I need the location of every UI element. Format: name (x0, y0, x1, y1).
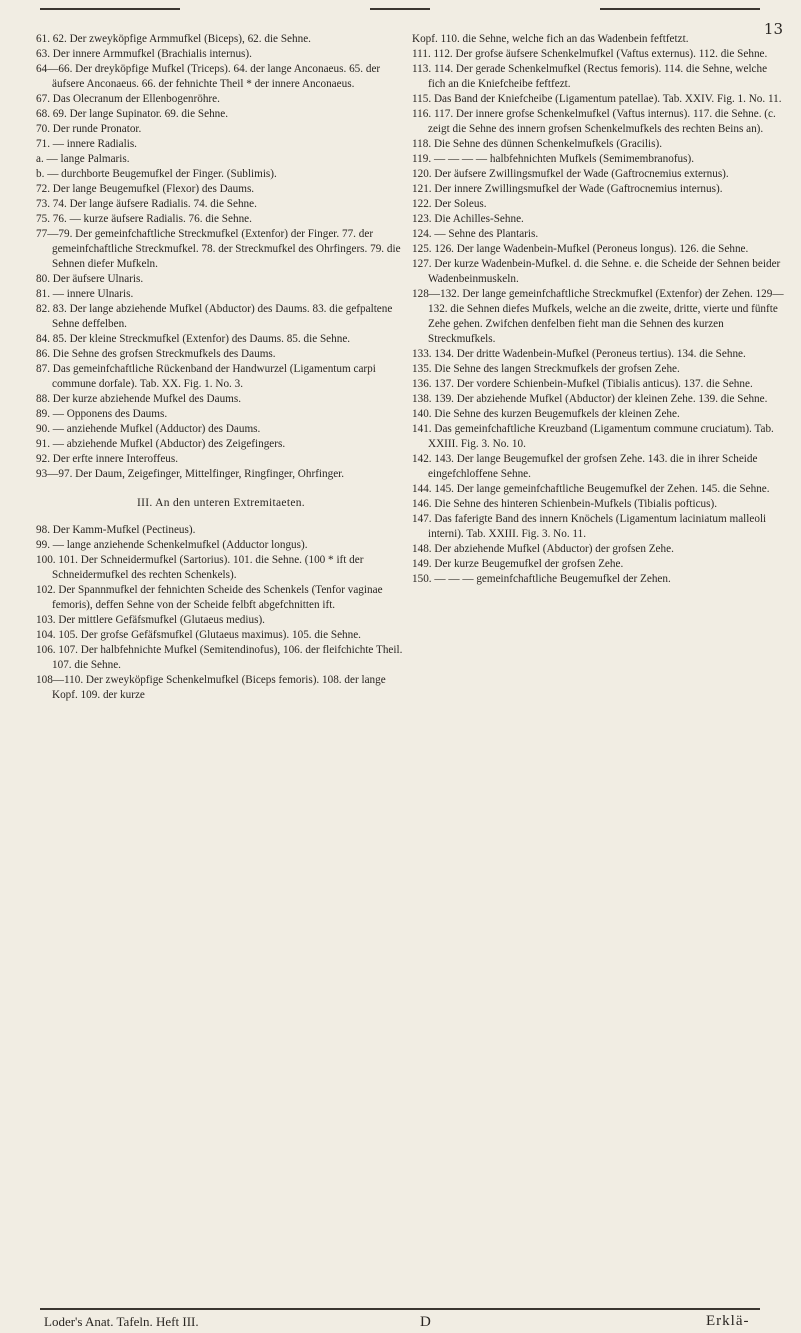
entry: 100. 101. Der Schneidermufkel (Sartorius). 101. die Sehne. (100 * ift der Schneidermufkel des rechten Schenkels). (36, 554, 364, 581)
left-column (36, 32, 406, 703)
entry: 68. 69. Der lange Supinator. 69. die Sehne. (36, 108, 229, 120)
entry: 90. — anziehende Mufkel (Adductor) des Daums. (36, 423, 261, 435)
entry: 108—110. Der zweyköpfige Schenkelmufkel (Biceps femoris). 108. der lange Kopf. 109. der kurze (36, 674, 386, 701)
entry: 72. Der lange Beugemufkel (Flexor) des Daums. (36, 183, 255, 195)
entry: 80. Der äufsere Ulnaris. (36, 273, 144, 285)
footer-left: Loder's Anat. Tafeln. Heft III. (44, 1314, 199, 1329)
entry: 141. Das gemeinfchaftliche Kreuzband (Ligamentum commune cruciatum). Tab. XXIII. Fig. 3. No. 10. (412, 423, 774, 450)
entry: 92. Der erfte innere Interoffeus. (36, 453, 179, 465)
left-entry-list (36, 32, 406, 482)
right-entry-list (412, 32, 784, 587)
entry: 87. Das gemeinfchaftliche Rückenband der Handwurzel (Ligamentum carpi commune dorfale). Tab. XX. Fig. 1. No. 3. (36, 363, 376, 390)
entry: 67. Das Olecranum der Ellenbogenröhre. (36, 93, 220, 105)
entry: 91. — abziehende Mufkel (Abductor) des Zeigefingers. (36, 438, 286, 450)
entry: 82. 83. Der lange abziehende Mufkel (Abductor) des Daums. 83. die gefpaltene Sehne deffelben. (36, 303, 393, 330)
entry: 147. Das faferigte Band des innern Knöchels (Ligamentum laciniatum malleoli interni). Tab. XXIII. Fig. 3. No. 11. (412, 513, 767, 540)
entry: 99. — lange anziehende Schenkelmufkel (Adductor longus). (36, 539, 308, 551)
entry: 113. 114. Der gerade Schenkelmufkel (Rectus femoris). 114. die Sehne, welche fich an die Kniefcheibe feftfezt. (412, 63, 768, 90)
entry: 103. Der mittlere Gefäfsmufkel (Glutaeus medius). (36, 614, 265, 626)
entry: 111. 112. Der grofse äufsere Schenkelmufkel (Vaftus externus). 112. die Sehne. (412, 48, 768, 60)
entry: a. — lange Palmaris. (36, 153, 130, 165)
entry: 144. 145. Der lange gemeinfchaftliche Beugemufkel der Zehen. 145. die Sehne. (412, 483, 770, 495)
entry: 142. 143. Der lange Beugemufkel der grofsen Zehe. 143. die in ihrer Scheide eingefchloffene Sehne. (412, 453, 758, 480)
entry: 102. Der Spannmufkel der fehnichten Scheide des Schenkels (Tenfor vaginae femoris), deffen Sehne von der Scheide felbft abgefchnitten ift. (36, 584, 383, 611)
footer-signature: D (420, 1314, 431, 1330)
entry: 136. 137. Der vordere Schienbein-Mufkel (Tibialis anticus). 137. die Sehne. (412, 378, 753, 390)
entry: 86. Die Sehne des grofsen Streckmufkels des Daums. (36, 348, 276, 360)
entry: 119. — — — — halbfehnichten Mufkels (Semimembranofus). (412, 153, 695, 165)
entry: 150. — — — gemeinfchaftliche Beugemufkel der Zehen. (412, 573, 671, 585)
footer (0, 1312, 801, 1332)
bottom-rule (40, 1308, 760, 1310)
entry: 73. 74. Der lange äufsere Radialis. 74. die Sehne. (36, 198, 257, 210)
entry: 128—132. Der lange gemeinfchaftliche Streckmufkel (Extenfor) der Zehen. 129—132. die Sehnen diefes Mufkels, welche an die zweite, dritte, vierte und fünfte Zehe gehen. Zwifchen denfelben fieht man die Sehnen des kurzen Streckmufkels. (412, 288, 784, 345)
entry: 122. Der Soleus. (412, 198, 487, 210)
left-entry-list-2 (36, 523, 406, 703)
entry: 93—97. Der Daum, Zeigefinger, Mittelfinger, Ringfinger, Ohrfinger. (36, 468, 345, 480)
entry: 104. 105. Der grofse Gefäfsmufkel (Glutaeus maximus). 105. die Sehne. (36, 629, 361, 641)
entry: 88. Der kurze abziehende Mufkel des Daums. (36, 393, 242, 405)
top-rule (40, 6, 760, 12)
entry: 89. — Opponens des Daums. (36, 408, 168, 420)
entry: 75. 76. — kurze äufsere Radialis. 76. die Sehne. (36, 213, 252, 225)
entry: 61. 62. Der zweyköpfige Armmufkel (Biceps), 62. die Sehne. (36, 33, 311, 45)
entry: 135. Die Sehne des langen Streckmufkels der grofsen Zehe. (412, 363, 680, 375)
entry: 121. Der innere Zwillingsmufkel der Wade (Gaftrocnemius internus). (412, 183, 723, 195)
section-heading: III. An den unteren Extremitaeten. (137, 497, 305, 509)
entry: 149. Der kurze Beugemufkel der grofsen Zehe. (412, 558, 624, 570)
entry: b. — durchborte Beugemufkel der Finger. (Sublimis). (36, 168, 277, 180)
entry: 81. — innere Ulnaris. (36, 288, 134, 300)
entry: 115. Das Band der Kniefcheibe (Ligamentum patellae). Tab. XXIV. Fig. 1. No. 11. (412, 93, 782, 105)
entry: 120. Der äufsere Zwillingsmufkel der Wade (Gaftrocnemius externus). (412, 168, 729, 180)
entry: Kopf. 110. die Sehne, welche fich an das Wadenbein feftfetzt. (412, 33, 689, 45)
entry: 140. Die Sehne des kurzen Beugemufkels der kleinen Zehe. (412, 408, 680, 420)
page-number: 13 (763, 20, 783, 38)
entry: 133. 134. Der dritte Wadenbein-Mufkel (Peroneus tertius). 134. die Sehne. (412, 348, 746, 360)
entry: 118. Die Sehne des dünnen Schenkelmufkels (Gracilis). (412, 138, 662, 150)
entry: 63. Der innere Armmufkel (Brachialis internus). (36, 48, 252, 60)
entry: 98. Der Kamm-Mufkel (Pectineus). (36, 524, 196, 536)
entry: 123. Die Achilles-Sehne. (412, 213, 524, 225)
entry: 77—79. Der gemeinfchaftliche Streckmufkel (Extenfor) der Finger. 77. der gemeinfchaftliche Streckmufkel. 78. der Streckmufkel des Ohrfingers. 79. die Sehnen diefer Mufkeln. (36, 228, 401, 270)
entry: 71. — innere Radialis. (36, 138, 137, 150)
entry: 125. 126. Der lange Wadenbein-Mufkel (Peroneus longus). 126. die Sehne. (412, 243, 749, 255)
entry: 84. 85. Der kleine Streckmufkel (Extenfor) des Daums. 85. die Sehne. (36, 333, 351, 345)
entry: 64—66. Der dreyköpfige Mufkel (Triceps). 64. der lange Anconaeus. 65. der äufsere Anconaeus. 66. der fehnichte Theil * der innere Anconaeus. (36, 63, 381, 90)
footer-catchword: Erklä- (706, 1313, 750, 1329)
entry: 106. 107. Der halbfehnichte Mufkel (Semitendinofus), 106. der fleifchichte Theil. 107. die Sehne. (36, 644, 403, 671)
entry: 148. Der abziehende Mufkel (Abductor) der grofsen Zehe. (412, 543, 674, 555)
entry: 127. Der kurze Wadenbein-Mufkel. d. die Sehne. e. die Scheide der Sehnen beider Wadenbeinmuskeln. (412, 258, 781, 285)
entry: 146. Die Sehne des hinteren Schienbein-Mufkels (Tibialis pofticus). (412, 498, 718, 510)
entry: 124. — Sehne des Plantaris. (412, 228, 539, 240)
entry: 138. 139. Der abziehende Mufkel (Abductor) der kleinen Zehe. 139. die Sehne. (412, 393, 768, 405)
entry: 116. 117. Der innere grofse Schenkelmufkel (Vaftus internus). 117. die Sehne. (c. zeigt die Sehne des innern grofsen Schenkelmufkels des rechten Beins an). (412, 108, 776, 135)
right-column (412, 32, 784, 587)
entry: 70. Der runde Pronator. (36, 123, 142, 135)
